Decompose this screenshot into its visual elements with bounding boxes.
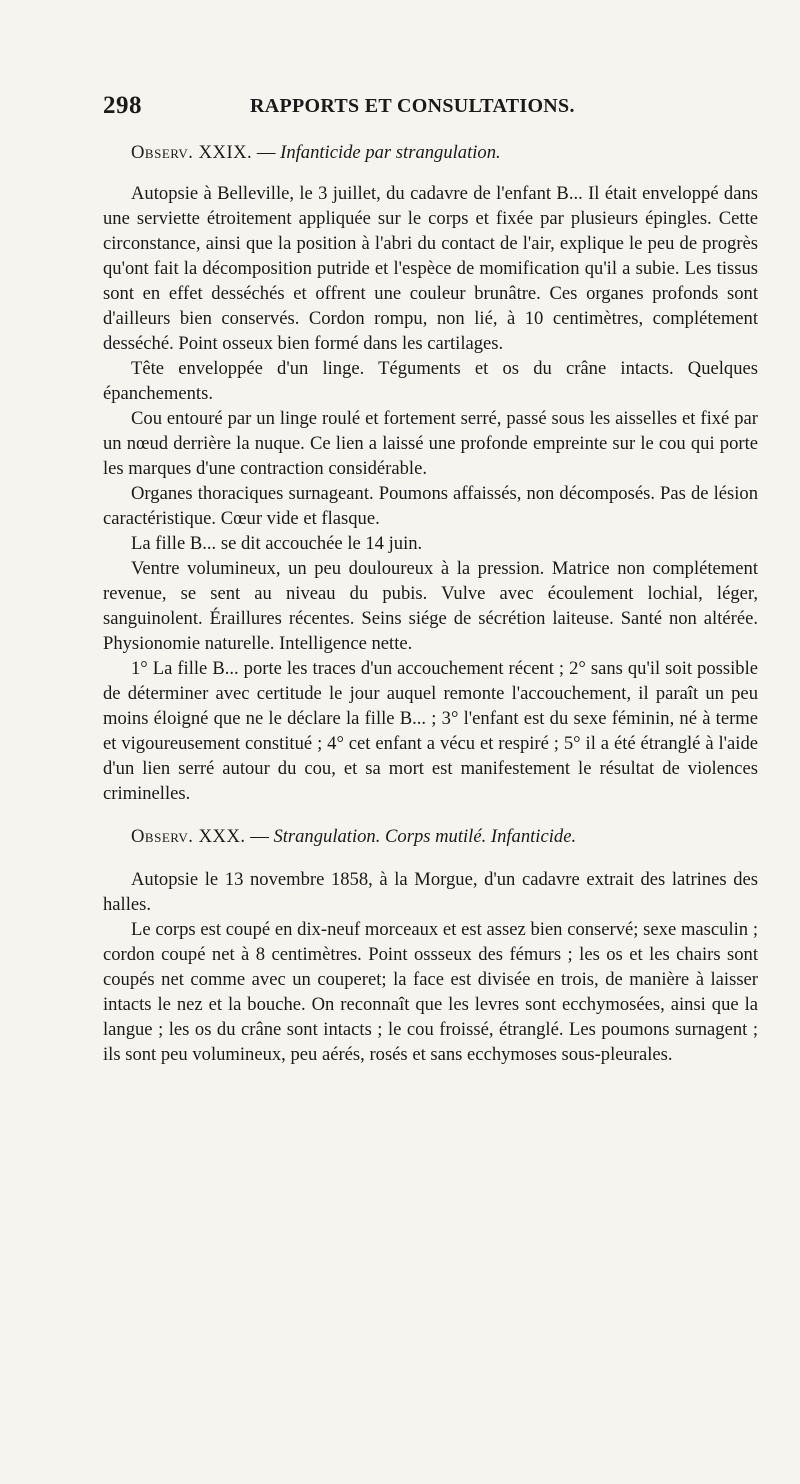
heading-dash: — (250, 826, 269, 847)
observation-label: Observ. XXX. (131, 826, 246, 847)
paragraph: Organes thoraciques surnageant. Poumons affaissés, non décomposés. Pas de lésion caractéristique. Cœur vide et flasque. (103, 483, 758, 529)
observation-label: Observ. XXIX. (131, 142, 253, 163)
paragraph: Tête enveloppée d'un linge. Téguments et os du crâne intacts. Quelques épanchements. (103, 358, 758, 404)
paragraph: 1° La fille B... porte les traces d'un accouchement récent ; 2° sans qu'il soit possible de déterminer avec certitude le jour auquel remonte l'accouchement, il paraît un peu moins éloigné que ne le déclare la fille B... ; 3° l'enfant est du sexe féminin, né à terme et vigoureusement constitué ; 4° cet enfant a vécu et respiré ; 5° il a été étranglé à l'aide d'un lien serré autour du cou, et sa mort est manifestement le résultat de violences criminelles. (103, 658, 758, 804)
paragraph: Le corps est coupé en dix-neuf morceaux et est assez bien conservé; sexe masculin ; cordon coupé net à 8 centimètres. Point ossseux des fémurs ; les os et les chairs sont coupés net comme avec un couperet; la face est divisée en trois, de manière à laisser intacts le nez et la bouche. On reconnaît que les levres sont ecchymosées, ainsi que la langue ; les os du crâne sont intacts ; le cou froissé, étranglé. Les poumons surnagent ; ils sont peu volumineux, peu aérés, rosés et sans ecchymoses sous-pleurales. (103, 919, 758, 1065)
observation-30-heading (103, 824, 758, 849)
paragraph: Autopsie le 13 novembre 1858, à la Morgue, d'un cadavre extrait des latrines des halles. (103, 869, 758, 915)
heading-dash: — (256, 142, 276, 163)
paragraph: Cou entouré par un linge roulé et fortement serré, passé sous les aisselles et fixé par un nœud derrière la nuque. Ce lien a laissé une profonde empreinte sur le cou qui porte les marques d'une contraction considérable. (103, 408, 758, 479)
paragraph: Autopsie à Belleville, le 3 juillet, du cadavre de l'enfant B... Il était enveloppé dans une serviette étroitement appliquée sur le corps et fixée par plusieurs épingles. Cette circonstance, ainsi que la position à l'abri du contact de l'air, explique le peu de progrès qu'ont fait la décomposition putride et l'espèce de momification qu'il a subie. Les tissus sont en effet desséchés et offrent une couleur brunâtre. Ces organes profonds sont d'ailleurs bien conservés. Cordon rompu, non lié, à 10 centimètres, complétement desséché. Point osseux bien formé dans les cartilages. (103, 183, 758, 354)
page-number: 298 (103, 92, 142, 119)
paragraph: Ventre volumineux, un peu douloureux à la pression. Matrice non complétement revenue, se sent au niveau du pubis. Vulve avec écoulement lochial, léger, sanguinolent. Éraillures récentes. Seins siége de sécrétion laiteuse. Santé non altérée. Physionomie naturelle. Intelligence nette. (103, 558, 758, 654)
page-body (103, 140, 758, 1067)
observation-subject: Strangulation. Corps mutilé. Infanticide. (273, 826, 577, 847)
observation-29-heading (103, 140, 758, 165)
observation-subject: Infanticide par strangulation. (280, 142, 501, 163)
paragraph: La fille B... se dit accouchée le 14 juin. (131, 533, 423, 554)
page-header (0, 92, 800, 122)
running-title: RAPPORTS ET CONSULTATIONS. (250, 95, 575, 117)
